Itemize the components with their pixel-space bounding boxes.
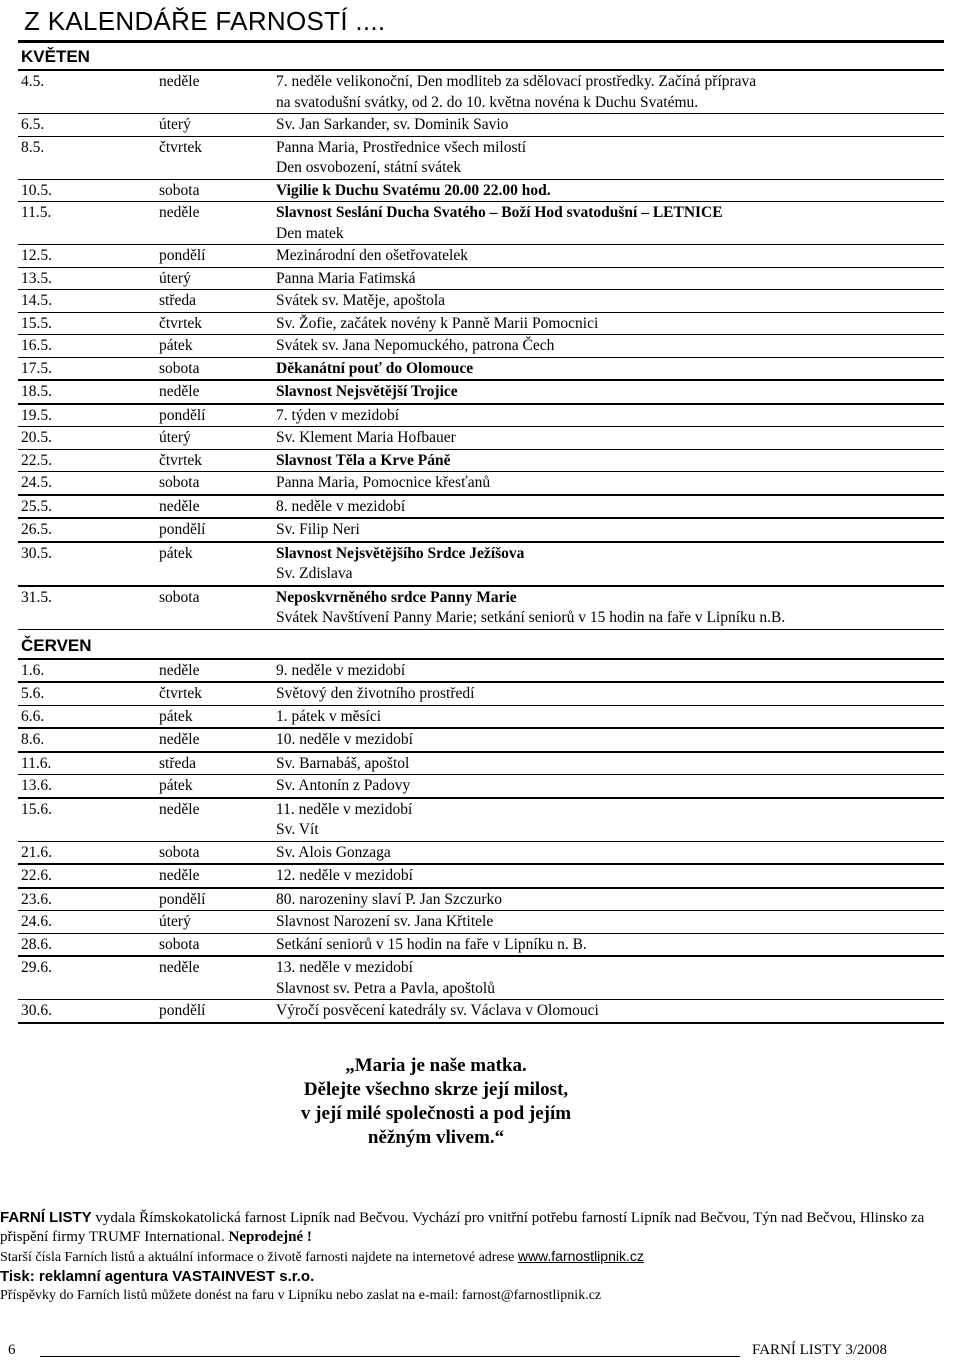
event-line: Slavnost Narození sv. Jana Křtitele <box>276 913 494 930</box>
row-event <box>276 520 944 541</box>
row-date: 22.5. <box>21 451 52 469</box>
row-weekday: neděle <box>159 73 200 90</box>
event-line: Svátek sv. Matěje, apoštola <box>276 292 446 309</box>
row-event <box>276 912 944 933</box>
event-line: na svatodušní svátky, od 2. do 10. května novéna k Duchu Svatému. <box>276 93 699 111</box>
row-date: 29.6. <box>21 959 52 976</box>
row-weekday: pátek <box>159 707 193 725</box>
row-event <box>276 246 944 267</box>
row-event <box>276 72 944 113</box>
row-date: 24.6. <box>21 913 52 930</box>
row-weekday: čtvrtek <box>159 138 203 156</box>
row-weekday: sobota <box>159 359 200 377</box>
event-line: Slavnost Nejsvětější Trojice <box>276 383 458 400</box>
event-line: Setkání seniorů v 15 hodin na faře v Lipníku n. B. <box>276 935 587 953</box>
event-line: Sv. Alois Gonzaga <box>276 843 391 861</box>
event-line: Slavnost Těla a Krve Páně <box>276 451 451 469</box>
table-row <box>18 245 944 268</box>
row-date: 20.5. <box>21 429 52 446</box>
table-row <box>18 180 944 203</box>
row-date: 24.5. <box>21 474 52 491</box>
table-row <box>18 114 944 137</box>
row-weekday: neděle <box>159 383 200 400</box>
footer-print-credit: Tisk: reklamní agentura VASTAINVEST s.r.o. <box>0 1268 315 1285</box>
table-row <box>18 358 944 382</box>
row-event <box>276 181 944 202</box>
row-event <box>276 138 944 179</box>
row-weekday: pondělí <box>159 1002 206 1019</box>
row-date: 23.6. <box>21 890 52 908</box>
table-row <box>18 268 944 291</box>
row-event <box>276 336 944 357</box>
page-title: Z KALENDÁŘE FARNOSTÍ .... <box>24 6 386 36</box>
event-line: 1. pátek v měsíci <box>276 707 382 725</box>
row-date: 25.5. <box>21 497 52 515</box>
footer-rule <box>40 1356 740 1357</box>
row-weekday: sobota <box>159 181 200 199</box>
month-heading-june: ČERVEN <box>18 632 944 660</box>
event-line: Panna Maria, Pomocnice křesťanů <box>276 474 491 491</box>
row-event <box>276 730 944 751</box>
event-line: Sv. Barnabáš, apoštol <box>276 754 410 772</box>
row-weekday: neděle <box>159 204 200 221</box>
month-heading-may: KVĚTEN <box>18 43 944 71</box>
row-event <box>276 203 944 244</box>
footer-line-2 <box>0 1247 930 1267</box>
table-row <box>18 842 944 866</box>
event-line: Vigilie k Duchu Svatému 20.00 22.00 hod. <box>276 181 551 199</box>
row-date: 6.5. <box>21 116 45 133</box>
event-line: Sv. Klement Maria Hofbauer <box>276 429 456 446</box>
row-event <box>276 428 944 449</box>
row-event <box>276 314 944 335</box>
footer-archive-text: Starší čísla Farních listů a aktuální informace o životě farnosti najdete na internetové adrese <box>0 1250 518 1265</box>
row-weekday: sobota <box>159 474 200 491</box>
row-date: 30.5. <box>21 544 52 562</box>
row-date: 19.5. <box>21 406 52 424</box>
row-date: 17.5. <box>21 359 52 377</box>
row-event <box>276 291 944 312</box>
table-row <box>18 496 944 520</box>
row-weekday: úterý <box>159 269 191 287</box>
row-event <box>276 935 944 956</box>
table-row <box>18 587 944 630</box>
quote-line: Dělejte všechno skrze její milost, <box>303 1078 569 1100</box>
row-event <box>276 115 944 136</box>
row-event <box>276 800 944 841</box>
row-event <box>276 588 944 629</box>
event-line: Světový den životního prostředí <box>276 685 475 702</box>
marian-quote <box>0 1054 944 1150</box>
event-line: 11. neděle v mezidobí <box>276 800 413 818</box>
row-weekday: neděle <box>159 867 200 884</box>
table-row <box>18 799 944 842</box>
table-row <box>18 137 944 180</box>
row-weekday: pondělí <box>159 406 206 424</box>
row-date: 11.5. <box>21 204 52 221</box>
row-event <box>276 684 944 705</box>
row-weekday: úterý <box>159 429 191 446</box>
row-event <box>276 707 944 728</box>
table-row <box>18 405 944 428</box>
row-event <box>276 382 944 403</box>
event-line: Mezinárodní den ošetřovatelek <box>276 247 468 264</box>
table-row <box>18 71 944 114</box>
row-weekday: neděle <box>159 800 200 818</box>
table-row <box>18 519 944 543</box>
row-date: 12.5. <box>21 247 52 264</box>
footer-publisher-text: vydala Římskokatolická farnost Lipník nad Bečvou. Vychází pro vnitřní potřebu farností Lipník nad Bečvou, Týn nad Bečvou, Hlinsko za přispění firmy TRUMF International. <box>0 1210 925 1245</box>
event-line: Sv. Antonín z Padovy <box>276 777 411 794</box>
row-date: 31.5. <box>21 588 52 606</box>
event-line: 7. neděle velikonoční, Den modliteb za sdělovací prostředky. Začíná příprava <box>276 73 757 90</box>
quote-line: v její milé společnosti a pod jejím <box>300 1102 572 1124</box>
row-event <box>276 843 944 864</box>
june-table <box>18 660 944 1024</box>
row-event <box>276 359 944 380</box>
table-row <box>18 706 944 730</box>
footer-not-for-sale: Neprodejné ! <box>228 1229 312 1245</box>
row-date: 5.6. <box>21 685 45 702</box>
row-date: 4.5. <box>21 73 45 90</box>
row-date: 6.6. <box>21 707 45 725</box>
event-line: 8. neděle v mezidobí <box>276 497 406 515</box>
row-weekday: pátek <box>159 337 193 354</box>
event-line: Slavnost Nejsvětějšího Srdce Ježíšova <box>276 544 525 562</box>
event-line: Sv. Jan Sarkander, sv. Dominik Savio <box>276 116 509 133</box>
event-line: Panna Maria Fatimská <box>276 269 416 287</box>
row-weekday: neděle <box>159 661 200 679</box>
row-date: 13.6. <box>21 777 52 794</box>
event-line: 13. neděle v mezidobí <box>276 959 413 976</box>
row-event <box>276 269 944 290</box>
issue-label: FARNÍ LISTY 3/2008 <box>752 1342 887 1358</box>
row-event <box>276 754 944 775</box>
row-weekday: úterý <box>159 116 191 133</box>
row-event <box>276 406 944 427</box>
website-link[interactable]: www.farnostlipnik.cz <box>517 1248 644 1264</box>
footer-line-1 <box>0 1208 930 1247</box>
publisher-footer <box>0 1208 930 1305</box>
table-row <box>18 543 944 587</box>
event-line: Slavnost sv. Petra a Pavla, apoštolů <box>276 979 495 997</box>
row-date: 15.5. <box>21 314 52 332</box>
row-date: 18.5. <box>21 383 52 400</box>
event-line: Slavnost Seslání Ducha Svatého – Boží Hod svatodušní – LETNICE <box>276 204 723 221</box>
event-line: Den matek <box>276 224 344 242</box>
event-line: Neposkvrněného srdce Panny Marie <box>276 588 517 606</box>
row-event <box>276 1001 944 1022</box>
row-date: 15.6. <box>21 800 52 818</box>
row-date: 8.5. <box>21 138 45 156</box>
row-date: 28.6. <box>21 935 52 953</box>
event-line: 7. týden v mezidobí <box>276 406 400 424</box>
table-row <box>18 472 944 496</box>
row-weekday: středa <box>159 292 197 309</box>
page-number: 6 <box>8 1342 16 1358</box>
row-date: 13.5. <box>21 269 52 287</box>
table-row <box>18 683 944 706</box>
event-line: 10. neděle v mezidobí <box>276 731 413 748</box>
event-line: 9. neděle v mezidobí <box>276 661 406 679</box>
row-date: 30.6. <box>21 1002 52 1019</box>
row-event <box>276 661 944 682</box>
row-weekday: neděle <box>159 497 200 515</box>
event-line: Sv. Vít <box>276 821 319 838</box>
footer-brand: FARNÍ LISTY <box>0 1209 92 1226</box>
row-weekday: pondělí <box>159 890 206 908</box>
row-weekday: úterý <box>159 913 191 930</box>
event-line: Sv. Zdislava <box>276 565 353 582</box>
row-date: 11.6. <box>21 754 52 772</box>
row-weekday: čtvrtek <box>159 451 203 469</box>
table-row <box>18 911 944 934</box>
row-event <box>276 866 944 887</box>
row-weekday: neděle <box>159 959 200 976</box>
table-row <box>18 381 944 405</box>
row-event <box>276 473 944 494</box>
table-row <box>18 753 944 776</box>
row-event <box>276 958 944 999</box>
table-row <box>18 957 944 1000</box>
table-row <box>18 427 944 450</box>
event-line: 80. narozeniny slaví P. Jan Szczurko <box>276 890 502 908</box>
table-row <box>18 660 944 684</box>
table-row <box>18 865 944 889</box>
table-row <box>18 202 944 245</box>
table-row <box>18 290 944 313</box>
row-date: 26.5. <box>21 521 52 538</box>
row-weekday: neděle <box>159 731 200 748</box>
event-line: Výročí posvěcení katedrály sv. Václava v Olomouci <box>276 1002 599 1019</box>
row-date: 22.6. <box>21 867 52 884</box>
event-line: Děkanátní pouť do Olomouce <box>276 359 474 377</box>
row-date: 16.5. <box>21 337 52 354</box>
row-date: 10.5. <box>21 181 52 199</box>
row-event <box>276 451 944 472</box>
table-row <box>18 335 944 358</box>
row-event <box>276 544 944 585</box>
table-row <box>18 889 944 912</box>
footer-contributions: Příspěvky do Farních listů můžete donést na faru v Lipníku nebo zaslat na e-mail: farnost@farnostlipnik.cz <box>0 1288 602 1303</box>
table-row <box>18 729 944 753</box>
row-weekday: čtvrtek <box>159 314 203 332</box>
row-weekday: pondělí <box>159 247 206 264</box>
row-weekday: pátek <box>159 544 193 562</box>
quote-line: „Maria je naše matka. <box>345 1054 527 1076</box>
event-line: Sv. Žofie, začátek novény k Panně Marii Pomocnici <box>276 314 599 332</box>
row-weekday: čtvrtek <box>159 685 203 702</box>
row-weekday: středa <box>159 754 197 772</box>
table-row <box>18 313 944 336</box>
row-event <box>276 497 944 518</box>
may-table <box>18 71 944 630</box>
calendar-page <box>18 0 944 1150</box>
row-weekday: sobota <box>159 843 200 861</box>
table-row <box>18 1000 944 1024</box>
row-date: 21.6. <box>21 843 52 861</box>
table-row <box>18 450 944 473</box>
row-weekday: pátek <box>159 777 193 794</box>
row-date: 8.6. <box>21 731 45 748</box>
table-row <box>18 775 944 799</box>
event-line: Svátek Navštívení Panny Marie; setkání seniorů v 15 hodin na faře v Lipníku n.B. <box>276 609 786 626</box>
row-weekday: pondělí <box>159 521 206 538</box>
quote-line: něžným vlivem.“ <box>367 1126 505 1148</box>
row-date: 1.6. <box>21 661 45 679</box>
event-line: Svátek sv. Jana Nepomuckého, patrona Čech <box>276 337 555 354</box>
row-event <box>276 890 944 911</box>
row-date: 14.5. <box>21 292 52 309</box>
event-line: Panna Maria, Prostřednice všech milostí <box>276 138 527 156</box>
row-weekday: sobota <box>159 588 200 606</box>
table-row <box>18 934 944 958</box>
row-event <box>276 776 944 797</box>
event-line: Den osvobození, státní svátek <box>276 159 462 176</box>
row-weekday: sobota <box>159 935 200 953</box>
event-line: Sv. Filip Neri <box>276 521 360 538</box>
event-line: 12. neděle v mezidobí <box>276 867 413 884</box>
